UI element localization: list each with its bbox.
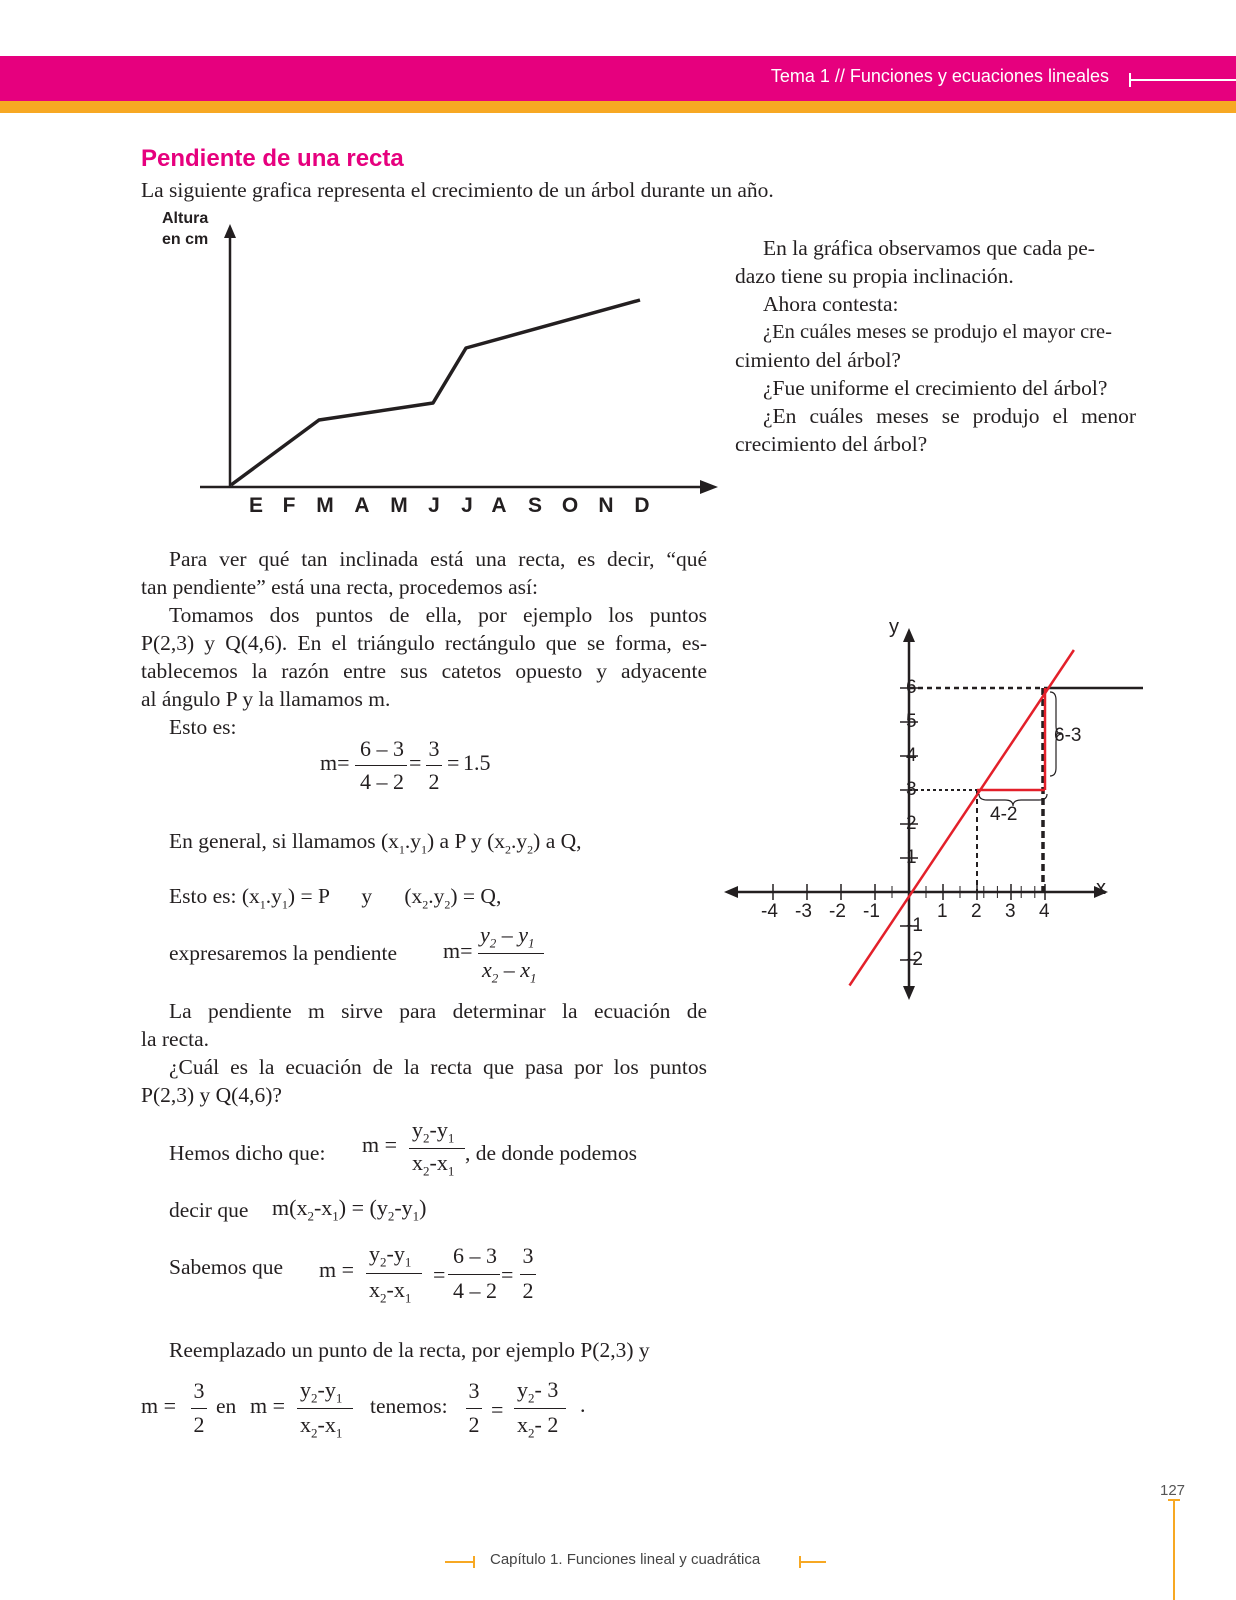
eq5-den2: 4 – 2 xyxy=(453,1278,497,1303)
eq6-den4: $x_2-$ 2 xyxy=(517,1412,559,1441)
eq6-en: en xyxy=(216,1394,237,1418)
eq5-equals-2: = xyxy=(501,1262,514,1287)
eq1-m: m= xyxy=(320,750,350,775)
eq3-num: $y_2-y_1$ xyxy=(412,1117,455,1146)
x-tick-label: 2 xyxy=(971,901,982,922)
general-text-c: a Q, xyxy=(545,829,582,853)
x-tick-label: 4 xyxy=(1039,901,1050,922)
y-tick-label: 6 xyxy=(906,677,917,698)
eq1-num: 6 – 3 xyxy=(360,736,404,761)
eq2-m: m= xyxy=(443,938,473,963)
header-topic: Tema 1 // Funciones y ecuaciones lineales xyxy=(770,66,1109,86)
eq2-num: $y_2 - y_1$ xyxy=(480,922,535,951)
eq6-m: m = xyxy=(141,1393,177,1418)
x-tick-label: 3 xyxy=(1005,901,1016,922)
body-expr: expresaremos la pendiente xyxy=(169,941,398,965)
eq1-den: 4 – 2 xyxy=(360,769,404,794)
body-p3-line2: la recta. xyxy=(141,1027,210,1051)
y-axis-label: y xyxy=(889,616,899,638)
right-q3-line2: crecimiento del árbol? xyxy=(735,432,928,456)
section-title: Pendiente de una recta xyxy=(141,145,404,172)
body-p2-line2: P(2,3) y Q(4,6). En el triángulo rectángulo que se forma, es- xyxy=(141,631,707,655)
month-label: E xyxy=(248,494,263,517)
footer-title: Funciones lineal y cuadrática xyxy=(566,1551,761,1568)
body-p2-line4: al ángulo P y la llamamos m. xyxy=(141,687,391,711)
eq5-m: m = xyxy=(319,1257,355,1282)
month-label: J xyxy=(428,494,440,517)
body-esto-es: Esto es: xyxy=(169,715,237,739)
body-p1-line1: Para ver qué tan inclinada está una recta, es decir, “qué xyxy=(169,547,707,571)
footer xyxy=(490,1551,760,1568)
page-number: 127 xyxy=(1160,1482,1186,1499)
right-q2: ¿Fue uniforme el crecimiento del árbol? xyxy=(763,376,1108,400)
body-p1-line2: tan pendiente” está una recta, procedemos así: xyxy=(141,575,538,599)
month-label: A xyxy=(354,494,370,517)
x-tick-label: -1 xyxy=(863,901,880,922)
eq5-den: $x_2-x_1$ xyxy=(369,1277,412,1306)
eq6-den3: 2 xyxy=(468,1412,480,1437)
right-p2: Ahora contesta: xyxy=(763,292,899,316)
body-hemos: Hemos dicho que: xyxy=(169,1141,326,1165)
month-label: D xyxy=(634,494,650,517)
eq6-period: . xyxy=(580,1392,586,1417)
eq5-num3: 3 xyxy=(522,1243,534,1268)
y-tick-label: -1 xyxy=(906,915,923,936)
month-label: A xyxy=(491,494,507,517)
x-tick-label: -3 xyxy=(795,901,812,922)
right-q3-line1: ¿En cuáles meses se produjo el menor xyxy=(763,404,1136,428)
x-tick-label: -2 xyxy=(829,901,846,922)
y-tick-label: 3 xyxy=(906,779,917,800)
eq6-m2: m = xyxy=(250,1393,286,1418)
month-label: S xyxy=(527,494,542,517)
eq3-den: $x_2-x_1$ xyxy=(412,1150,455,1179)
eq1-equals-2: = xyxy=(447,750,460,775)
eq5-num: $y_2-y_1$ xyxy=(369,1241,412,1270)
body-decir: decir que xyxy=(169,1198,249,1222)
month-label: J xyxy=(461,494,473,517)
body-p4-line2: P(2,3) y Q(4,6)? xyxy=(141,1083,282,1107)
eq1-result: 1.5 xyxy=(463,750,491,775)
right-q1-line2: cimiento del árbol? xyxy=(735,348,901,372)
intro-text: La siguiente grafica representa el crecimiento de un árbol durante un año. xyxy=(141,178,774,202)
x-tick-label: 1 xyxy=(937,901,948,922)
y-tick-label: 5 xyxy=(906,711,917,732)
eq6-num: 3 xyxy=(193,1378,205,1403)
y-tick-label: -2 xyxy=(906,949,923,970)
rise-label: 6-3 xyxy=(1054,725,1082,746)
body-sabemos: Sabemos que xyxy=(169,1255,284,1279)
eq2-den: $x_2 - x_1$ xyxy=(482,957,537,986)
eq1-num2: 3 xyxy=(428,736,440,761)
body-reemplazado: Reemplazado un punto de la recta, por ejemplo P(2,3) y xyxy=(169,1338,650,1362)
body-general: En general, si llamamos $(x_1.y_1)$ a P y $(x_2.y_2)$ a Q, xyxy=(169,829,582,857)
eq6-num3: 3 xyxy=(468,1378,480,1403)
month-label: O xyxy=(561,494,579,517)
run-label: 4-2 xyxy=(990,804,1018,825)
month-label: M xyxy=(390,494,408,517)
month-label: M xyxy=(316,494,334,517)
body-de-donde: , de donde podemos xyxy=(465,1141,637,1165)
esto-es-2-text: Esto es: (x xyxy=(169,884,260,908)
body-esto-es-2: Esto es: $(x_1.y_1) = P$ y $(x_2.y_2) = Q$, xyxy=(169,884,502,912)
y-tick-label: 1 xyxy=(906,847,917,868)
footer-chapter: Capítulo 1. xyxy=(490,1551,563,1568)
body-p4-line1: ¿Cuál es la ecuación de la recta que pasa por los puntos xyxy=(169,1055,707,1079)
general-text-a: En general, si llamamos (x xyxy=(169,829,399,853)
eq6-den2: $x_2-x_1$ xyxy=(300,1412,343,1441)
eq6-equals: = xyxy=(491,1397,504,1422)
tree-chart-ylabel-1: Altura xyxy=(162,210,209,227)
eq4: $m(x_2-x_1) = (y_2-y_1)$ xyxy=(272,1195,427,1224)
y-tick-label: 2 xyxy=(906,813,917,834)
x-tick-label: -4 xyxy=(761,901,778,922)
right-p1-line1: En la gráfica observamos que cada pe- xyxy=(763,236,1095,260)
eq5-den3: 2 xyxy=(522,1278,534,1303)
x-axis-label: x xyxy=(1096,877,1106,899)
body-p2-line1: Tomamos dos puntos de ella, por ejemplo los puntos xyxy=(169,603,707,627)
right-p1-line2: dazo tiene su propia inclinación. xyxy=(735,264,1014,288)
eq6-tenemos: tenemos: xyxy=(370,1394,448,1418)
tree-chart-ylabel-2: en cm xyxy=(162,231,209,248)
eq5-num2: 6 – 3 xyxy=(453,1243,497,1268)
eq6-num4: $y_2-$ 3 xyxy=(517,1377,559,1406)
eq1-den2: 2 xyxy=(428,769,440,794)
general-text-b: a P y (x xyxy=(439,829,506,853)
y-tick-label: 4 xyxy=(906,745,917,766)
body-p2-line3: tablecemos la razón entre sus catetos opuesto y adyacente xyxy=(141,659,707,683)
right-q1-line1: ¿En cuáles meses se produjo el mayor cre- xyxy=(763,321,1112,343)
eq6-den: 2 xyxy=(193,1412,205,1437)
body-p3-line1: La pendiente m sirve para determinar la ecuación de xyxy=(169,999,707,1023)
eq6-num2: $y_2-y_1$ xyxy=(300,1377,343,1406)
month-label: N xyxy=(598,494,614,517)
month-label: F xyxy=(282,494,296,517)
eq5-equals: = xyxy=(433,1262,446,1287)
eq1-equals: = xyxy=(409,750,422,775)
eq3-m: m = xyxy=(362,1132,398,1157)
